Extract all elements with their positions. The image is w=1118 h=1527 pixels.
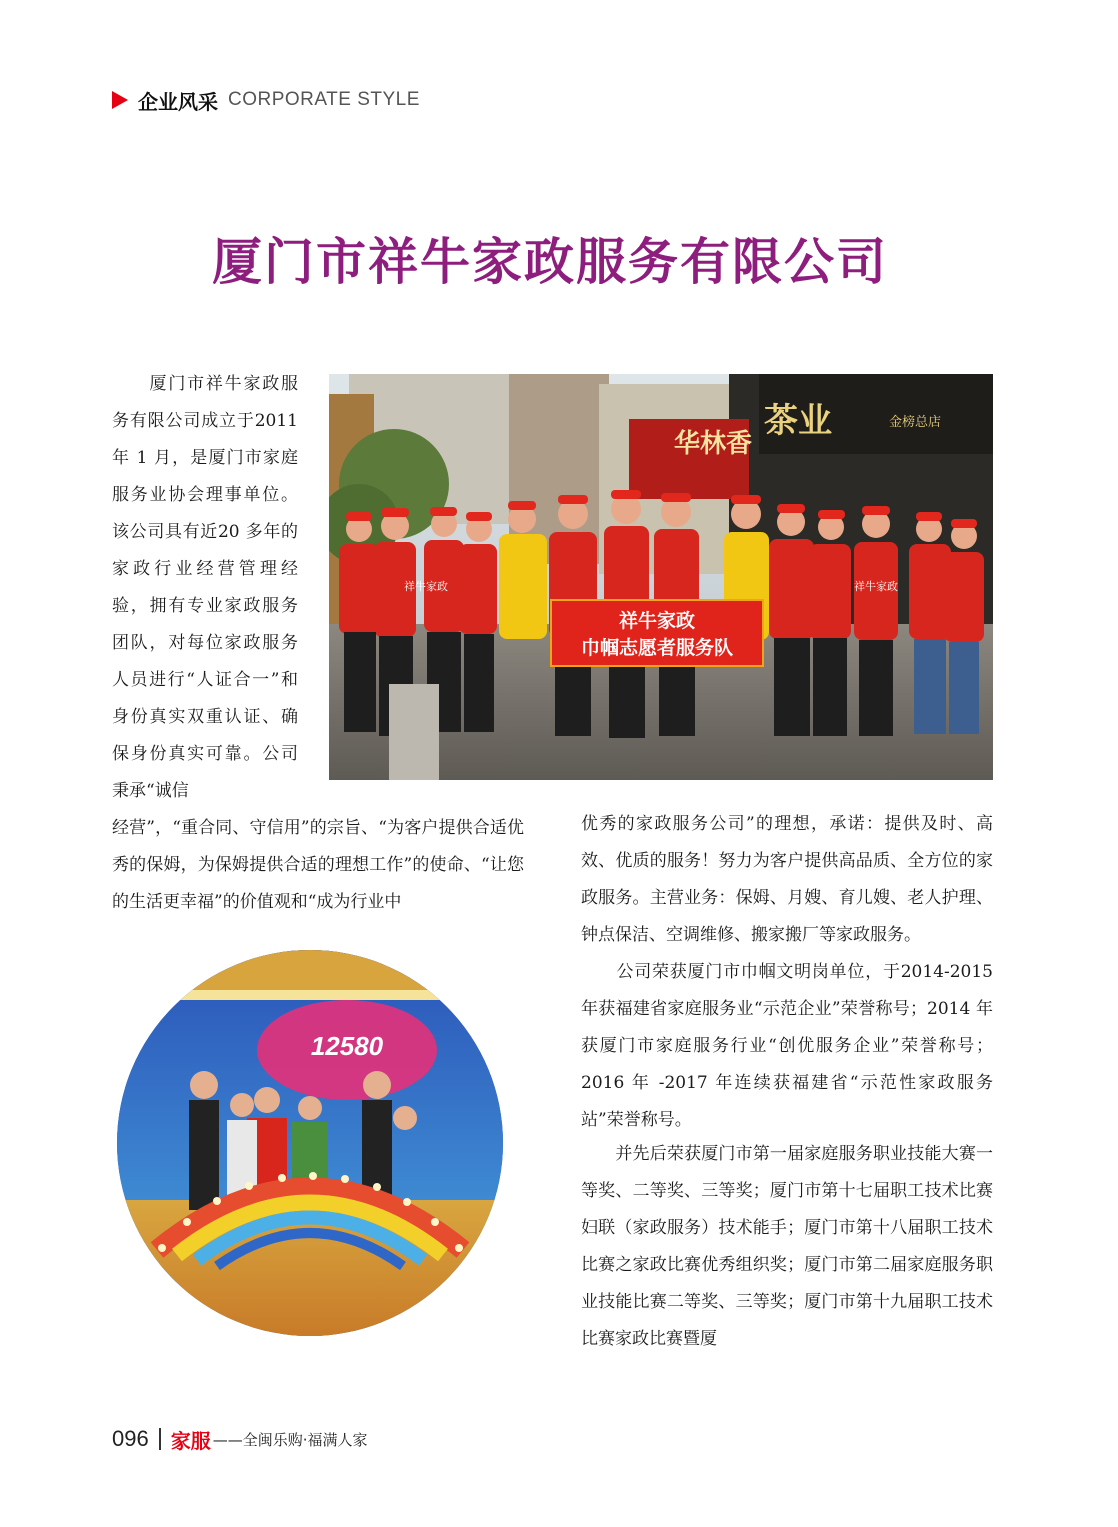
- shop-sign-text: 茶业: [764, 401, 832, 441]
- page-footer: [112, 1424, 368, 1454]
- footer-slogan: ——全闽乐购·福满人家: [212, 1430, 368, 1449]
- banner-line-2: 巾帼志愿者服务队: [580, 637, 734, 659]
- paragraph-intro-right: 优秀的家政服务公司”的理想，承诺：提供及时、高效、优质的服务！努力为客户提供高品质、全方位的家政服务。主营业务：保姆、月嫂、育儿嫂、老人护理、钟点保洁、空调维修、搬家搬厂等家政服务。: [581, 814, 993, 945]
- shop-sign-text: 金榜总店: [889, 415, 942, 430]
- shirt-text: 祥牛家政: [854, 580, 898, 593]
- section-header: [112, 86, 420, 114]
- tv-show-illustration: [117, 950, 503, 1336]
- stage-number: 12580: [310, 1031, 384, 1061]
- footer-divider: [159, 1428, 161, 1450]
- article-title: 厦门市祥牛家政服务有限公司: [212, 232, 888, 291]
- paragraph-intro-narrow: 厦门市祥牛家政服务有限公司成立于2011 年 1 月，是厦门市家庭服务业协会理事单位。该公司具有近20 多年的家政行业经营管理经验，拥有专业家政服务团队，对每位家政服务人员进行“人证合一”和身份真实双重认证、确保身份真实可靠。公司秉承“诚信: [112, 374, 298, 801]
- play-triangle-icon: [112, 91, 128, 109]
- tv-show-photo: [117, 950, 503, 1336]
- section-title-cn: 企业风采: [138, 89, 218, 114]
- shop-sign-text: 华林香: [674, 429, 753, 459]
- footer-brand: 家服: [170, 1428, 211, 1453]
- banner-line-1: 祥牛家政: [618, 610, 696, 632]
- paragraph-intro-wide: 经营”，“重合同、守信用”的宗旨、“为客户提供合适优秀的保姆，为保姆提供合适的理想工作”的使命、“让您的生活更幸福”的价值观和“成为行业中: [112, 818, 524, 912]
- paragraph-honors: 公司荣获厦门市巾帼文明岗单位，于2014-2015 年获福建省家庭服务业“示范企业”荣誉称号；2014 年获厦门市家庭服务行业“创优服务企业”荣誉称号；2016 年 -2017 年连续获福建省“示范性家政服务站”荣誉称号。: [581, 962, 993, 1130]
- page-number: 096: [112, 1426, 149, 1451]
- group-photo: [329, 374, 993, 780]
- group-photo-illustration: [329, 374, 993, 780]
- shirt-text: 祥牛家政: [404, 580, 448, 593]
- section-title-en: CORPORATE STYLE: [228, 89, 420, 110]
- paragraph-awards: 并先后荣获厦门市第一届家庭服务职业技能大赛一等奖、二等奖、三等奖；厦门市第十七届职工技术比赛妇联（家政服务）技术能手；厦门市第十八届职工技术比赛之家政比赛优秀组织奖；厦门市第二届家庭服务职业技能比赛二等奖、三等奖；厦门市第十九届职工技术比赛家政比赛暨厦: [581, 1144, 993, 1349]
